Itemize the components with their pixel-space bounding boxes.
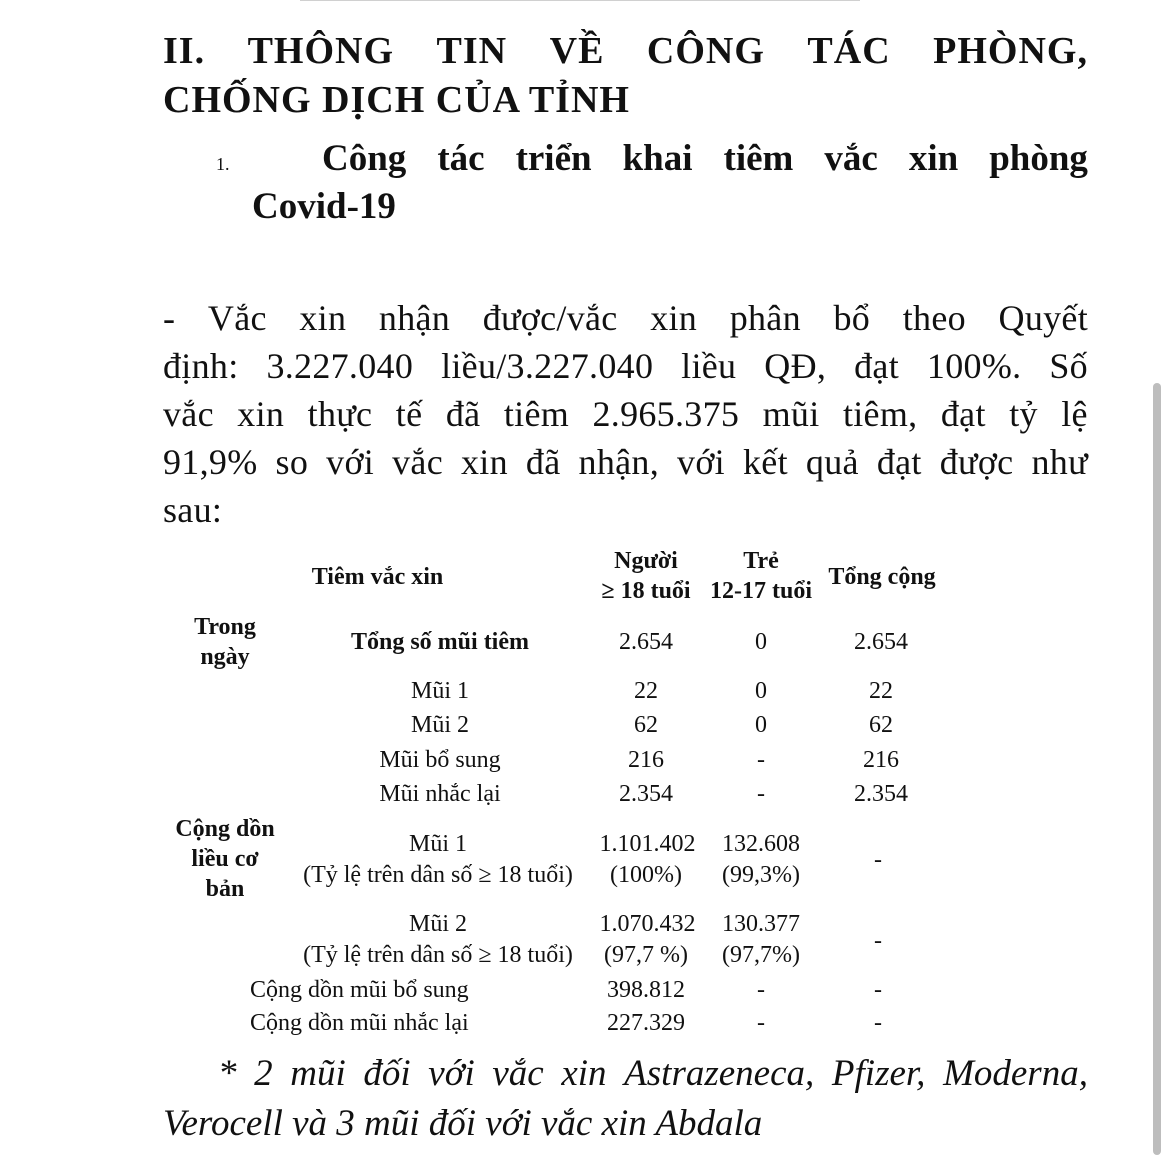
vertical-scrollbar[interactable] [1153, 383, 1161, 1155]
header-adults-line2: ≥ 18 tuổi [601, 578, 691, 604]
row-adults: 216 [628, 747, 664, 773]
word: 3.227.040 [266, 346, 414, 386]
header-adults-line1: Người [614, 548, 678, 574]
row-label: Tổng số mũi tiêm [350, 629, 529, 655]
dose2-total: - [874, 928, 882, 954]
body-paragraph [163, 294, 1088, 534]
word: TIN [436, 30, 508, 72]
row-adults: 2.354 [619, 781, 673, 807]
word: so [275, 442, 309, 482]
word: theo [902, 298, 966, 338]
row-children: 0 [755, 629, 767, 655]
group-cumulative-line1: Cộng dồn [175, 816, 275, 842]
row-label: Mũi 1 [410, 678, 469, 704]
word: xin [908, 138, 959, 179]
row-total: 22 [869, 678, 893, 704]
word: 100%. [926, 346, 1022, 386]
word: tiêm [723, 138, 794, 179]
word: khai [622, 138, 693, 179]
group-in-day-line2: ngày [200, 644, 250, 670]
word: Quyết [998, 298, 1088, 338]
word: Số [1049, 346, 1088, 386]
header-total: Tổng cộng [828, 564, 936, 590]
dose1-children: 132.608 [722, 831, 800, 857]
paragraph-line [163, 294, 1088, 342]
word: 2.965.375 [592, 394, 740, 434]
footnote-line [163, 1099, 1088, 1149]
dose2-children: 130.377 [722, 911, 800, 937]
word: nhận [378, 298, 451, 338]
word: TÁC [807, 30, 891, 72]
group-in-day-line1: Trong [194, 614, 256, 640]
word: bổ [833, 298, 871, 338]
word: đối [363, 1053, 411, 1094]
row-adults: 2.654 [619, 629, 673, 655]
word: Moderna, [943, 1053, 1088, 1094]
row-total: 62 [869, 712, 893, 738]
group-cumulative-line2: liều cơ [191, 846, 259, 872]
row-children: - [757, 781, 765, 807]
dose1-label: Mũi 1 [408, 831, 467, 857]
word: được/vắc [482, 298, 618, 338]
word: được [939, 442, 1014, 482]
word: mũi [762, 394, 820, 434]
word: - [163, 298, 176, 338]
row-children: 0 [755, 712, 767, 738]
word: liều [681, 346, 737, 386]
word: đã [445, 394, 481, 434]
word: xin [461, 442, 508, 482]
header-vaccination: Tiêm vắc xin [311, 564, 444, 590]
footnote [163, 1049, 1088, 1149]
word: xin [561, 1053, 607, 1094]
dose2-sublabel: (Tỷ lệ trên dân số ≥ 18 tuổi) [303, 942, 573, 968]
word: với [428, 1053, 475, 1094]
word: THÔNG [247, 30, 395, 72]
row-adults: 62 [634, 712, 658, 738]
word: Công [322, 138, 407, 179]
word: như [1031, 442, 1088, 482]
word: tiêm [503, 394, 570, 434]
reminder-total: - [874, 1010, 882, 1036]
word: kết [743, 442, 788, 482]
word: * [218, 1053, 237, 1094]
word: Vắc [207, 298, 267, 338]
dose2-children-rate: (97,7%) [722, 942, 800, 968]
row-label: Mũi 2 [410, 712, 469, 738]
word: đạt [940, 394, 986, 434]
word: phòng [989, 138, 1088, 179]
word: tác [437, 138, 485, 179]
section-heading-line2: CHỐNG DỊCH CỦA TỈNH [163, 79, 630, 121]
word: đạt [876, 442, 922, 482]
dose1-adults-rate: (100%) [610, 862, 682, 888]
row-label: Mũi nhắc lại [379, 781, 501, 807]
word: triển [515, 138, 592, 179]
subsection-title-line1 [322, 136, 1088, 182]
header-children-line2: 12-17 tuổi [710, 578, 812, 604]
dose1-adults: 1.101.402 [599, 831, 696, 857]
word: mũi [290, 1053, 346, 1094]
dose1-total: - [874, 847, 882, 873]
paragraph-line [163, 342, 1088, 390]
word: vắc [492, 1053, 544, 1094]
group-cumulative-line3: bản [205, 876, 245, 902]
row-children: - [757, 747, 765, 773]
booster-total: - [874, 977, 882, 1003]
booster-adults: 398.812 [607, 977, 685, 1003]
row-total: 2.654 [854, 629, 908, 655]
word: 2 [254, 1053, 273, 1094]
dose1-children-rate: (99,3%) [722, 862, 800, 888]
word: Pfizer, [831, 1053, 926, 1094]
reminder-adults: 227.329 [607, 1010, 685, 1036]
word: tiêm, [842, 394, 918, 434]
reminder-children: - [757, 1010, 765, 1036]
word: vắc [824, 138, 878, 179]
section-heading-line1 [163, 26, 1088, 76]
subsection-number: 1. [216, 154, 230, 174]
row-total: 2.354 [854, 781, 908, 807]
row-adults: 22 [634, 678, 658, 704]
paragraph-line [163, 390, 1088, 438]
paragraph-line [163, 438, 1088, 486]
dose2-adults: 1.070.432 [599, 911, 696, 937]
word: với [326, 442, 375, 482]
word: tế [395, 394, 423, 434]
word: nhận, [578, 442, 660, 482]
header-children-line1: Trẻ [743, 548, 779, 574]
paragraph-line-text: sau: [163, 490, 223, 530]
word: xin [237, 394, 285, 434]
row-label: Mũi bổ sung [379, 747, 501, 773]
word: xin [650, 298, 698, 338]
previous-page-edge [300, 0, 860, 1]
word: đạt [854, 346, 899, 386]
word: vắc [163, 394, 214, 434]
word: liều/3.227.040 [441, 346, 654, 386]
word: PHÒNG, [933, 30, 1088, 72]
word: vắc [392, 442, 443, 482]
word: CÔNG [646, 30, 765, 72]
word: với [677, 442, 725, 482]
word: phân [729, 298, 801, 338]
word: thực [307, 394, 373, 434]
row-children: 0 [755, 678, 767, 704]
dose2-label: Mũi 2 [408, 911, 467, 937]
word: định: [163, 346, 239, 386]
booster-children: - [757, 977, 765, 1003]
word: 91,9% [163, 442, 258, 482]
dose1-sublabel: (Tỷ lệ trên dân số ≥ 18 tuổi) [303, 862, 573, 888]
footnote-line-text: Verocell và 3 mũi đối với vắc xin Abdala [163, 1103, 763, 1144]
paragraph-line [163, 486, 1088, 534]
row-total: 216 [863, 747, 899, 773]
word: lệ [1061, 394, 1088, 434]
word: tỷ [1009, 394, 1038, 434]
reminder-label: Cộng dồn mũi nhắc lại [250, 1010, 469, 1036]
word: quả [805, 442, 859, 482]
word: xin [299, 298, 347, 338]
word: II. [163, 30, 206, 72]
footnote-line [163, 1049, 1088, 1099]
word: đã [525, 442, 561, 482]
dose2-adults-rate: (97,7 %) [604, 942, 688, 968]
booster-label: Cộng dồn mũi bổ sung [250, 977, 469, 1003]
subsection-title-line2: Covid-19 [252, 186, 396, 227]
word: VỀ [549, 30, 605, 72]
word: Astrazeneca, [624, 1053, 815, 1094]
word: QĐ, [764, 346, 827, 386]
